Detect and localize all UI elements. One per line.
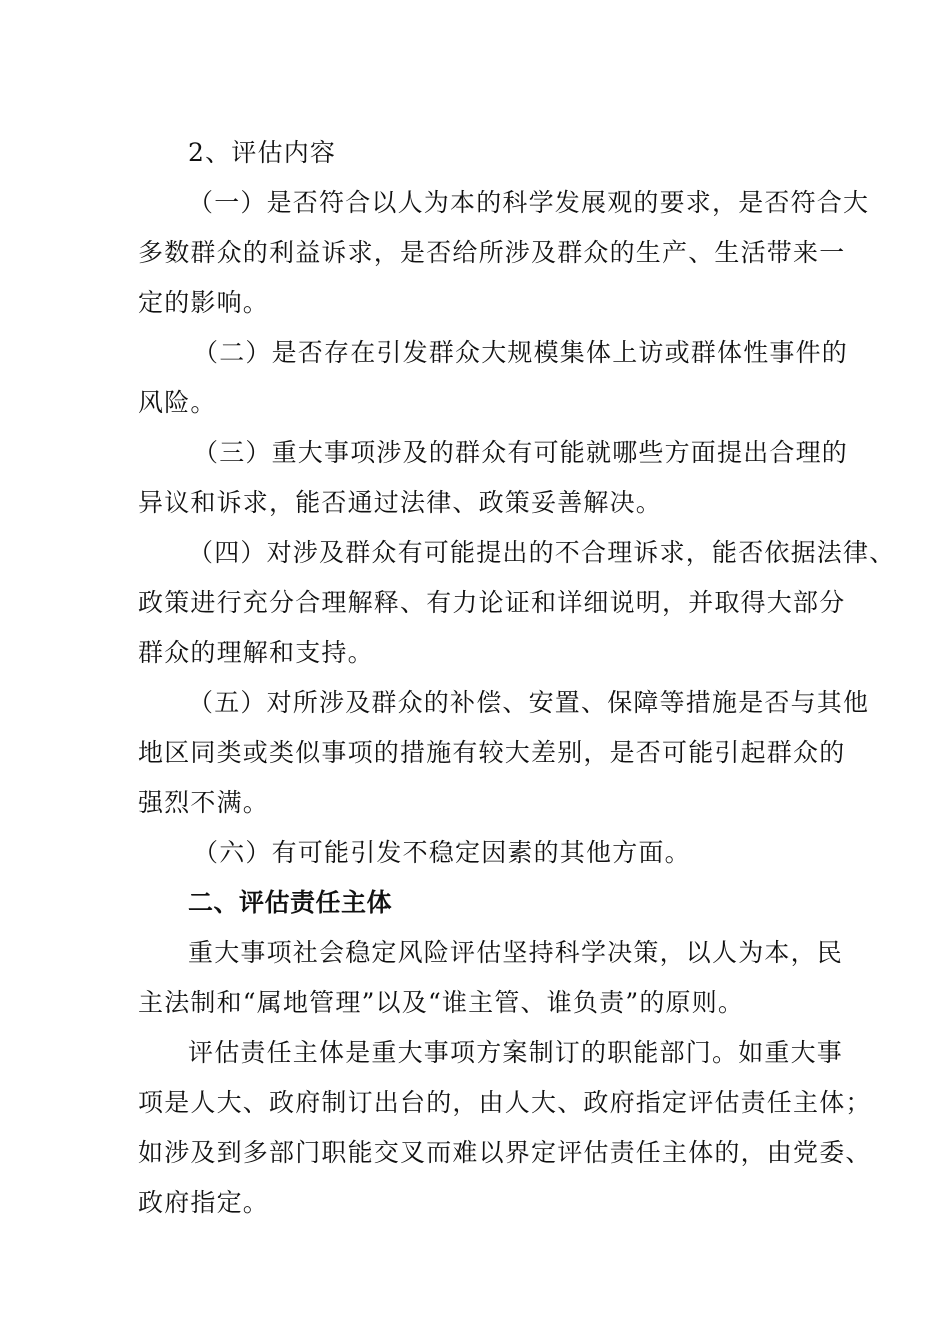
paragraph-line: （六）有可能引发不稳定因素的其他方面。 — [193, 838, 691, 867]
paragraph-line: （五）对所涉及群众的补偿、安置、保障等措施是否与其他 — [188, 688, 870, 717]
paragraph-line: （二）是否存在引发群众大规模集体上访或群体性事件的 — [193, 338, 849, 367]
paragraph-line: 群众的理解和支持。 — [138, 638, 374, 667]
paragraph-line: 政策进行充分合理解释、有力论证和详细说明，并取得大部分 — [138, 588, 846, 617]
paragraph-line: 强烈不满。 — [138, 788, 270, 817]
paragraph-line: 异议和诉求，能否通过法律、政策妥善解决。 — [138, 488, 663, 517]
paragraph-line: 项是人大、政府制订出台的，由人大、政府指定评估责任主体； — [138, 1088, 872, 1117]
paragraph-line: （四）对涉及群众有可能提出的不合理诉求，能否依据法律、 — [188, 538, 896, 567]
paragraph-line: 评估责任主体是重大事项方案制订的职能部门。如重大事 — [188, 1038, 844, 1067]
section-subheading: 2、评估内容 — [188, 138, 337, 167]
paragraph-line: 重大事项社会稳定风险评估坚持科学决策，以人为本，民 — [188, 938, 844, 967]
paragraph-line: （一）是否符合以人为本的科学发展观的要求，是否符合大 — [188, 188, 870, 217]
paragraph-line: 风险。 — [138, 388, 217, 417]
paragraph-line: 主法制和“属地管理”以及“谁主管、谁负责”的原则。 — [138, 988, 745, 1017]
paragraph-line: （三）重大事项涉及的群众有可能就哪些方面提出合理的 — [193, 438, 849, 467]
paragraph-line: 政府指定。 — [138, 1188, 270, 1217]
paragraph-line: 多数群众的利益诉求，是否给所涉及群众的生产、生活带来一 — [138, 238, 846, 267]
paragraph-line: 如涉及到多部门职能交叉而难以界定评估责任主体的，由党委、 — [138, 1138, 872, 1167]
paragraph-line: 定的影响。 — [138, 288, 270, 317]
paragraph-line: 地区同类或类似事项的措施有较大差别，是否可能引起群众的 — [138, 738, 846, 767]
section-heading: 二、评估责任主体 — [188, 888, 393, 917]
